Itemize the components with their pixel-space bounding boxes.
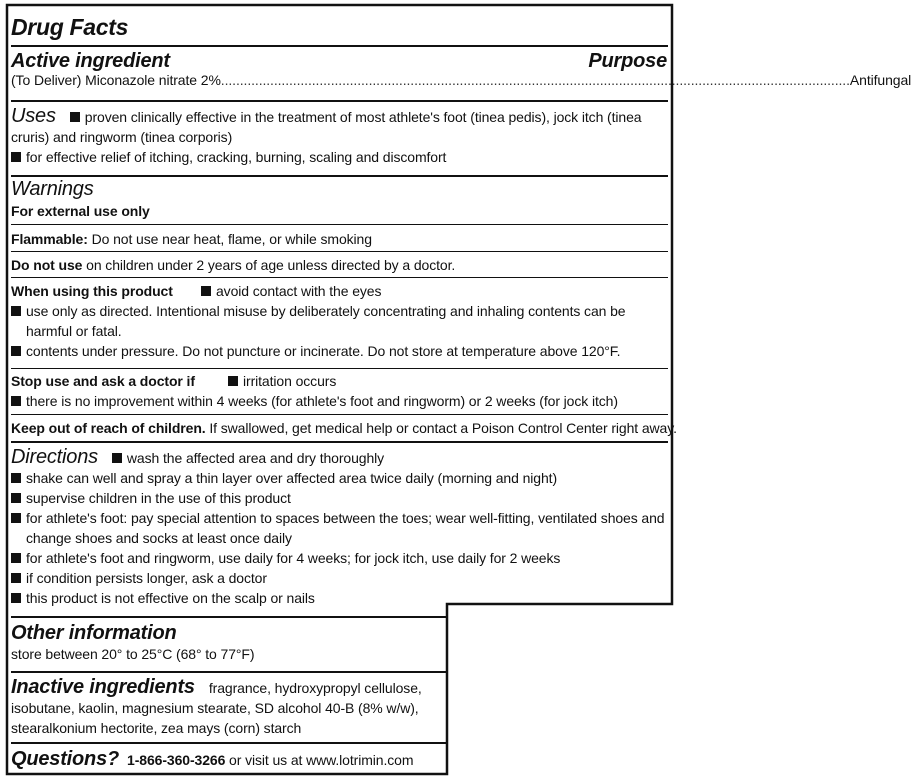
bullet-icon — [11, 152, 21, 162]
directions-item: supervise children in the use of this product — [26, 490, 291, 506]
other-info-text: store between 20° to 25°C (68° to 77°F) — [11, 646, 255, 662]
inactive-heading: Inactive ingredients — [11, 676, 195, 698]
uses-heading: Uses — [11, 105, 56, 127]
active-ingredient-name: (To Deliver) Miconazole nitrate 2% — [11, 72, 221, 88]
questions-heading: Questions? — [11, 748, 120, 770]
divider — [11, 671, 447, 673]
stop-use-label: Stop use and ask a doctor if — [11, 373, 195, 389]
inactive-section — [11, 676, 443, 738]
directions-item: shake can well and spray a thin layer over affected area twice daily (morning and night) — [26, 470, 558, 486]
uses-item: for effective relief of itching, cracking, burning, scaling and discomfort — [26, 149, 447, 165]
questions-phone: 1-866-360-3266 — [127, 752, 226, 768]
directions-item: wash the affected area and dry thoroughly — [126, 450, 385, 466]
when-using-item: contents under pressure. Do not puncture or incinerate. Do not store at temperature above 120°F. — [26, 343, 621, 359]
keep-out-warning — [11, 418, 677, 438]
bullet-icon — [11, 553, 21, 563]
other-info-section — [11, 622, 441, 664]
bullet-icon — [201, 286, 211, 296]
divider — [11, 251, 668, 252]
purpose-heading: Purpose — [588, 50, 667, 72]
bullet-icon — [11, 346, 21, 356]
when-using-section — [11, 281, 667, 361]
flammable-warning — [11, 229, 667, 249]
stop-use-section — [11, 371, 667, 411]
flammable-text: Do not use near heat, flame, or while smoking — [87, 231, 372, 247]
when-using-label: When using this product — [11, 283, 173, 299]
divider — [11, 414, 668, 415]
do-not-use-text: on children under 2 years of age unless directed by a doctor. — [82, 257, 456, 273]
warnings-heading: Warnings — [11, 178, 94, 200]
stop-use-item: there is no improvement within 4 weeks (for athlete's foot and ringworm) or 2 weeks (for jock itch) — [26, 393, 618, 409]
divider — [11, 175, 668, 177]
divider — [11, 277, 668, 278]
directions-item: if condition persists longer, ask a doctor — [26, 570, 267, 586]
questions-section — [11, 748, 443, 770]
directions-item: for athlete's foot and ringworm, use daily for 4 weeks; for jock itch, use daily for 2 weeks — [26, 550, 561, 566]
bullet-icon — [11, 573, 21, 583]
flammable-label: Flammable: — [11, 231, 88, 247]
bullet-icon — [11, 593, 21, 603]
drug-facts-title: Drug Facts — [11, 14, 129, 40]
directions-section — [11, 446, 667, 608]
active-ingredient-heading: Active ingredient — [11, 50, 170, 72]
purpose-value: Antifungal — [849, 72, 911, 88]
divider — [11, 441, 668, 443]
when-using-item: avoid contact with the eyes — [216, 283, 382, 299]
divider — [11, 742, 447, 744]
keep-out-label: Keep out of reach of children. — [11, 420, 206, 436]
external-use: For external use only — [11, 203, 150, 219]
dot-leader: ...................................................................................................................................................................... — [220, 72, 850, 88]
active-ingredient-section — [11, 50, 911, 90]
drug-facts-panel — [6, 4, 911, 775]
divider — [11, 100, 668, 102]
bullet-icon — [70, 112, 80, 122]
stop-use-item: irritation occurs — [243, 373, 337, 389]
bullet-icon — [11, 473, 21, 483]
divider — [11, 616, 447, 618]
divider — [11, 45, 668, 47]
keep-out-text: If swallowed, get medical help or contact a Poison Control Center right away. — [205, 420, 677, 436]
warnings-section — [11, 178, 667, 221]
uses-section — [11, 105, 667, 167]
other-info-heading: Other information — [11, 622, 177, 644]
bullet-icon — [11, 493, 21, 503]
bullet-icon — [11, 513, 21, 523]
bullet-icon — [112, 453, 122, 463]
uses-item: proven clinically effective in the treatment of most athlete's foot (tinea pedis), jock itch (tinea cruris) and ringworm (tinea corporis) — [11, 109, 642, 145]
do-not-use-warning — [11, 255, 667, 275]
bullet-icon — [228, 376, 238, 386]
directions-item: this product is not effective on the scalp or nails — [26, 590, 315, 606]
bullet-icon — [11, 306, 21, 316]
divider — [11, 368, 668, 369]
inactive-text: fragrance, hydroxypropyl cellulose, isobutane, kaolin, magnesium stearate, SD alcohol 40-B (8% w/w), stearalkonium hectorite, zea mays (corn) starch — [11, 680, 422, 736]
directions-heading: Directions — [11, 446, 98, 468]
when-using-item: use only as directed. Intentional misuse by deliberately concentrating and inhaling contents can be harmful or fatal. — [26, 303, 626, 339]
bullet-icon — [11, 396, 21, 406]
divider — [11, 224, 668, 225]
directions-item: for athlete's foot: pay special attention to spaces between the toes; wear well-fitting, ventilated shoes and change shoes and socks at least once daily — [26, 510, 665, 546]
do-not-use-label: Do not use — [11, 257, 83, 273]
questions-text: or visit us at www.lotrimin.com — [225, 752, 414, 768]
